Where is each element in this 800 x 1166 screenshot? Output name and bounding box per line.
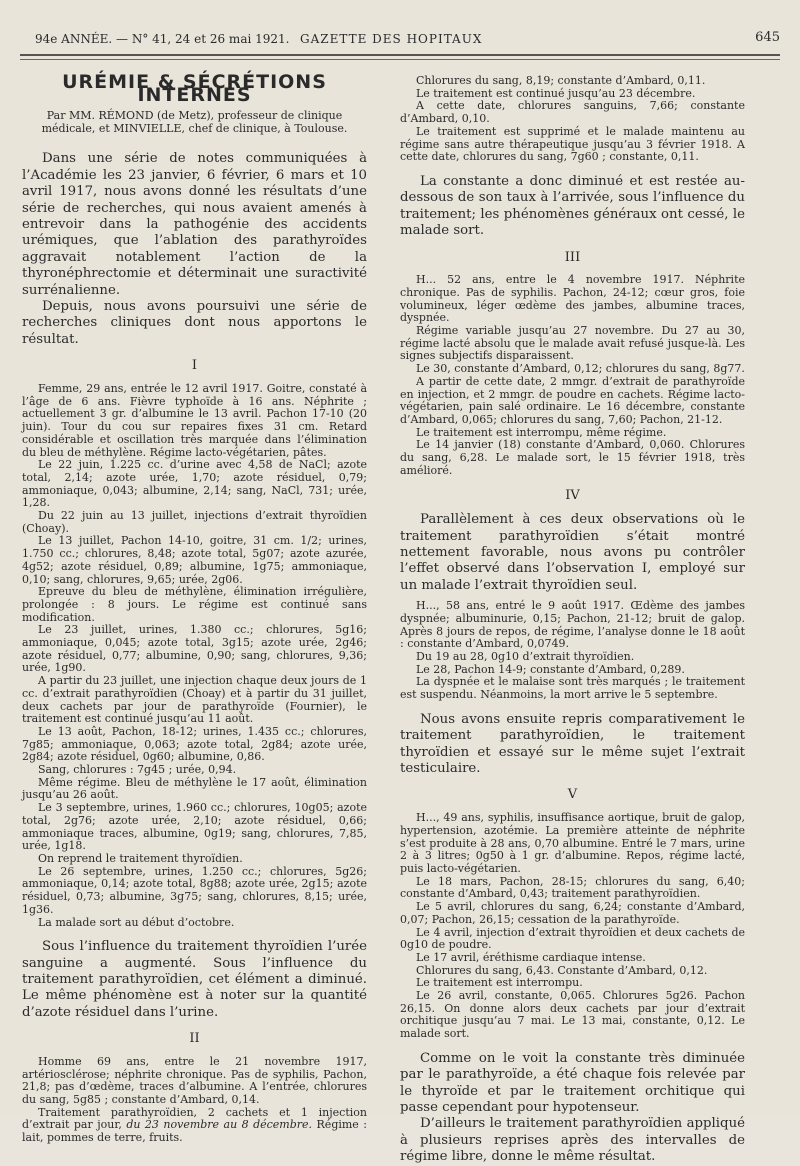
- intro-paragraph: Dans une série de notes communiquées à l’Académie les 23 janvier, 6 février, 6 mars et 10 avril 1917, nous avons donné les résultats d’une série de recherches, qui nous avaient amenés à entrevoir dans la pathogénie des accidents urémiques, que l’ablation des parathyroïdes aggravait notablement l’action de la thyronéphrectomie et déterminait une suractivité surrénalienne.: [22, 151, 367, 298]
- case-paragraph: Même régime. Bleu de méthylène le 17 août, élimination jusqu’au 26 août.: [22, 775, 367, 802]
- intro-paragraph: Depuis, nous avons poursuivi une série de recherches cliniques dont nous apportons le résultat.: [22, 299, 367, 347]
- page-number: 645: [755, 30, 780, 45]
- case-paragraph: On reprend le traitement thyroïdien.: [38, 852, 243, 865]
- case-paragraph: La dyspnée et le malaise sont très marqués ; le traitement est suspendu. Néanmoins, la mort arrive le 5 septembre.: [400, 675, 745, 702]
- case-paragraph: Sang, chlorures : 7g45 ; urée, 0,94.: [38, 763, 237, 777]
- case-paragraph: A partir de cette date, 2 mmgr. d’extrait de parathyroïde en injection, et 2 mmgr. de poudre en cachets. Régime lacto-végétarien, pain salé ordinaire. Le 16 décembre, constante d’Ambard, 0,065; chlorures du sang, 7,60; Pachon, 21-12.: [400, 374, 745, 426]
- case-paragraph: Le 26 septembre, urines, 1.250 cc.; chlorures, 5g26; ammoniaque, 0,14; azote total, 8g88; azote urée, 2g15; azote résiduel, 0,73; albumine, 3g75; sang, chlorures, 8,15; urée, 1g36.: [22, 864, 367, 916]
- case-paragraph: Le traitement est interrompu, même régime.: [416, 425, 667, 439]
- section-heading: II: [189, 1031, 200, 1047]
- page-header: [20, 30, 780, 50]
- case-paragraph: Du 19 au 28, 0g10 d’extrait thyroïdien.: [416, 650, 635, 664]
- conclusion-paragraph: D’ailleurs le traitement parathyroïdien appliqué à plusieurs reprises après des intervalles de régime libre, donne le même résultat.: [400, 1116, 745, 1165]
- date-range: du 23 novembre au 8 décembre.: [126, 1118, 313, 1132]
- text-run: Régime : lait, pommes de terre, fruits.: [22, 1118, 367, 1145]
- section-heading: IV: [565, 487, 580, 503]
- case-paragraph: Le 13 juillet, Pachon 14-10, goitre, 31 cm. 1/2; urines, 1.750 cc.; chlorures, 8,48; azote total, 5g07; azote azurée, 4g52; azote résiduel, 0,89; albumine, 1g75; ammoniaque, 0,10; sang, chlorures, 9,65; urée, 2g06.: [22, 534, 367, 586]
- case-paragraph: A partir du 23 juillet, une injection chaque deux jours de 1 cc. d’extrait parathyroïdien (Choay) et à partir du 31 juillet, deux cachets par jour de parathyroïde (Fournier), le traitement est continué jusqu’au 11 août.: [22, 674, 367, 726]
- case-paragraph: Chlorures du sang, 6,43. Constante d’Ambard, 0,12.: [416, 963, 708, 977]
- case-paragraph: Le 13 août, Pachon, 18-12; urines, 1.435 cc.; chlorures, 7g85; ammoniaque, 0,063; azote total, 2g84; azote urée, 2g84; azote résiduel, 0g60; albumine, 0,86.: [22, 724, 367, 764]
- header-rule-thin: [20, 59, 780, 60]
- case-paragraph: Le 22 juin, 1.225 cc. d’urine avec 4,58 de NaCl; azote total, 2,14; azote urée, 1,70; azote résiduel, 0,79; ammoniaque, 0,043; albumine, 2,14; sang, NaCl, 731; urée, 1,28.: [22, 458, 367, 510]
- section-heading: I: [191, 358, 198, 374]
- commentary-paragraph: Parallèlement à ces deux observations où le traitement parathyroïdien s’était montré nettement favorable, nous avons pu contrôler l’effet observé dans l’observation I, employé sur un malade l’extrait thyroïdien seul.: [400, 512, 745, 593]
- case-paragraph: Régime variable jusqu’au 27 novembre. Du 27 au 30, régime lacté absolu que le malade avait refusé jusque-là. Les signes subjectifs disparaissent.: [400, 324, 745, 363]
- case-paragraph: H..., 58 ans, entré le 9 août 1917. Œdème des jambes dyspnée; albuminurie, 0,15; Pachon, 21-12; bruit de galop. Après 8 jours de repos, de régime, l’analyse donne le 18 août : constante d’Ambard, 0,0749.: [400, 599, 745, 651]
- case-paragraph: Le 23 juillet, urines, 1.380 cc.; chlorures, 5g16; ammoniaque, 0,045; azote total, 3g15; azote urée, 2g46; azote résiduel, 0,77; albumine, 0,90; sang, chlorures, 9,36; urée, 1g90.: [22, 623, 367, 675]
- case-paragraph: Le 28, Pachon 14-9; constante d’Ambard, 0,289.: [416, 662, 685, 676]
- case-paragraph: Du 22 juin au 13 juillet, injections d’extrait thyroïdien (Choay).: [22, 509, 367, 535]
- left-column: [22, 72, 367, 1145]
- section-heading: III: [564, 249, 581, 265]
- issue-info: 94e ANNÉE. — N° 41, 24 et 26 mai 1921.: [35, 32, 290, 46]
- article-title: URÉMIE & SÉCRÉTIONS INTERNES: [62, 71, 327, 106]
- case-paragraph: La malade sort au début d’octobre.: [38, 915, 235, 929]
- case-paragraph: Le 18 mars, Pachon, 28-15; chlorures du sang, 6,40; constante d’Ambard, 0,43; traitement parathyroïdien.: [400, 874, 745, 901]
- case-paragraph: H..., 49 ans, syphilis, insuffisance aortique, bruit de galop, hypertension, azotémie. La première atteinte de néphrite s’est produite à 28 ans, 0,70 albumine. Entré le 7 mars, urine 2 à 3 litres; 0g50 à 1 gr. d’albumine. Repos, régime lacté, puis lacto-végétarien.: [400, 811, 745, 875]
- case-paragraph: H... 52 ans, entre le 4 novembre 1917. Néphrite chronique. Pas de syphilis. Pachon, 24-12; cœur gros, foie volumineux, léger œdème des jambes, albumine traces, dyspnée.: [400, 273, 745, 325]
- case-paragraph: Le traitement est continué jusqu’au 23 décembre.: [416, 86, 696, 100]
- case-paragraph: Homme 69 ans, entre le 21 novembre 1917, artériosclérose; néphrite chronique. Pas de syphilis, Pachon, 21,8; pas d’œdème, traces d’albumine. A l’entrée, chlorures du sang, 5g85 ; constante d’Ambard, 0,14.: [22, 1054, 367, 1107]
- header-rule: [20, 54, 780, 56]
- journal-name: GAZETTE DES HOPITAUX: [300, 32, 483, 46]
- case-paragraph: Epreuve du bleu de méthylène, élimination irrégulière, prolongée : 8 jours. Le régime est continué sans modification.: [22, 585, 367, 624]
- case-paragraph: Le traitement est supprimé et le malade maintenu au régime sans autre thérapeutique jusqu’au 3 février 1918. A cette date, chlorures du sang, 7g60 ; constante, 0,11.: [400, 124, 745, 164]
- case-paragraph: Chlorures du sang, 8,19; constante d’Ambard, 0,11.: [416, 74, 706, 87]
- case-paragraph: Le 26 avril, constante, 0,065. Chlorures 5g26. Pachon 26,15. On donne alors deux cachets par jour d’extrait orchitique jusqu’au 7 mai. Le 13 mai, constante, 0,12. Le malade sort.: [400, 989, 745, 1041]
- case-paragraph: Le 3 septembre, urines, 1.960 cc.; chlorures, 10g05; azote total, 2g76; azote urée, 2,10; azote résiduel, 0,66; ammoniaque traces, albumine, 0g19; sang, chlorures, 7,85, urée, 1g18.: [22, 801, 367, 853]
- conclusion-paragraph: Comme on le voit la constante très diminuée par le parathyroïde, a été chaque fois relevée par le thyroïde et par le traitement orchitique qui passe cependant pour hypotenseur.: [400, 1050, 745, 1116]
- commentary-paragraph: Sous l’influence du traitement thyroïdien l’urée sanguine a augmenté. Sous l’influence du traitement parathyroïdien, cet élément a diminué. Le même phénomène est à noter sur la quantité d’azote résiduel dans l’urine.: [22, 939, 367, 1020]
- commentary-paragraph: La constante a donc diminué et est restée au-dessous de son taux à l’arrivée, sous l’influence du traitement; les phénomènes généraux ont cessé, le malade sort.: [400, 173, 745, 239]
- case-paragraph: Le 30, constante d’Ambard, 0,12; chlorures du sang, 8g77.: [416, 362, 745, 376]
- case-paragraph: A cette date, chlorures sanguins, 7,66; constante d’Ambard, 0,10.: [400, 99, 745, 126]
- case-paragraph: Le traitement est interrompu.: [416, 976, 583, 990]
- case-paragraph: [22, 1107, 367, 1145]
- case-paragraph: Femme, 29 ans, entrée le 12 avril 1917. Goitre, constaté à l’âge de 6 ans. Fièvre typhoïde à 16 ans. Néphrite ; actuellement 3 gr. d’albumine le 13 avril. Pachon 17-10 (20 juin). Tour du cou sur repaires fixes 31 cm. Retard considérable et oscillation très marquée dans l’élimination du bleu de méthylène. Régime lacto-végétarien, pâtes.: [22, 381, 367, 459]
- section-heading: V: [567, 787, 578, 803]
- text-run: Traitement parathyroïdien, 2 cachets et 1 injection d’extrait par jour,: [22, 1105, 367, 1132]
- article-byline: Par MM. RÉMOND (de Metz), professeur de clinique médicale, et MINVIELLE, chef de clinique, à Toulouse.: [41, 109, 348, 136]
- case-paragraph: Le 17 avril, éréthisme cardiaque intense.: [416, 950, 646, 964]
- commentary-paragraph: Nous avons ensuite repris comparativement le traitement parathyroïdien, le traitement thyroïdien et essayé sur le même sujet l’extrait testiculaire.: [400, 711, 745, 777]
- case-paragraph: Le 5 avril, chlorures du sang, 6,24; constante d’Ambard, 0,07; Pachon, 26,15; cessation de la parathyroïde.: [400, 900, 745, 926]
- case-paragraph: Le 4 avril, injection d’extrait thyroïdien et deux cachets de 0g10 de poudre.: [400, 925, 745, 952]
- case-paragraph: Le 14 janvier (18) constante d’Ambard, 0,060. Chlorures du sang, 6,28. Le malade sort, le 15 février 1918, très amélioré.: [400, 438, 745, 477]
- right-column: [400, 75, 745, 1166]
